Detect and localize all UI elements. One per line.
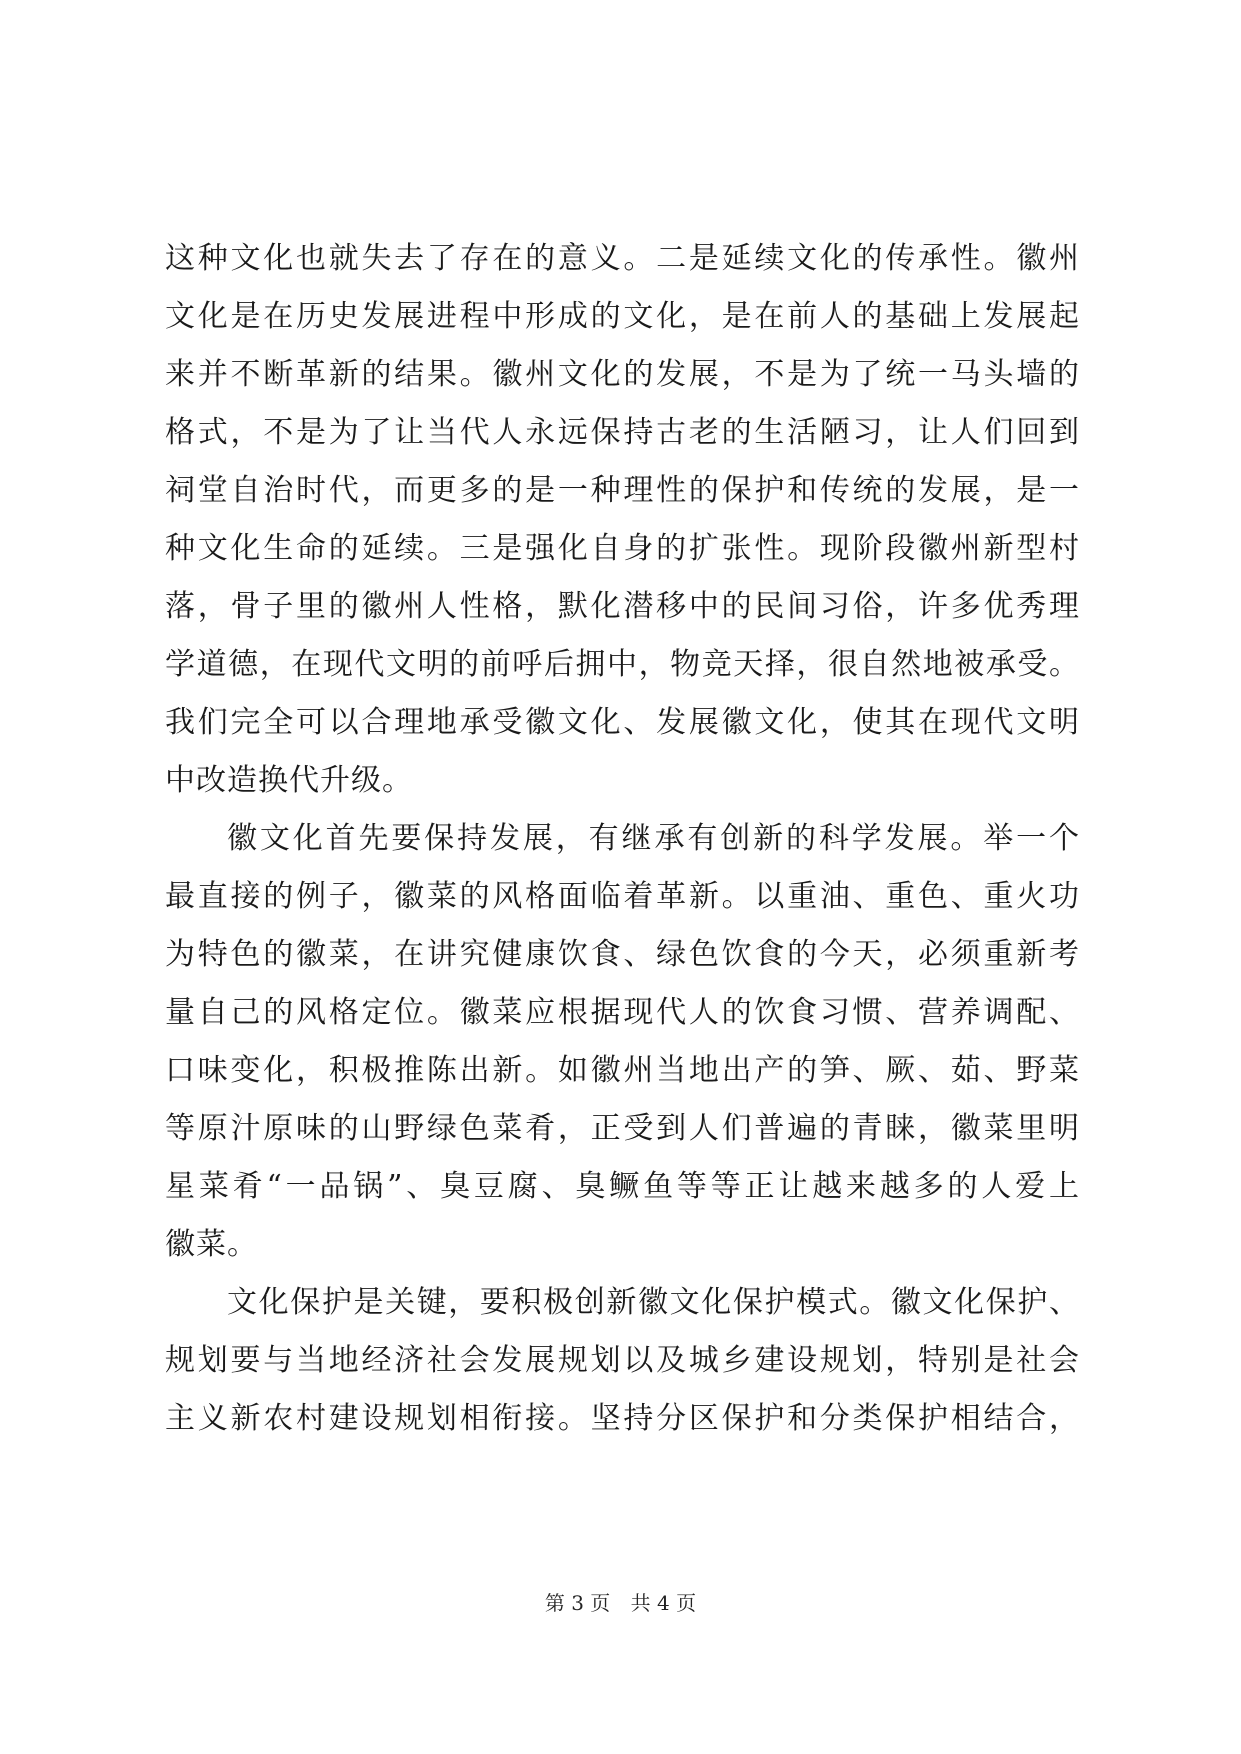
text-line: 这种文化也就失去了存在的意义。二是延续文化的传承性。徽州 — [165, 241, 1080, 276]
text-line: 最直接的例子，徽菜的风格面临着革新。以重油、重色、重火功 — [165, 879, 1080, 914]
paragraph — [165, 1274, 1080, 1448]
text-line: 来并不断革新的结果。徽州文化的发展，不是为了统一马头墙的 — [165, 357, 1080, 392]
text-line: 主义新农村建设规划相衔接。坚持分区保护和分类保护相结合， — [165, 1401, 1080, 1436]
text-line: 祠堂自治时代，而更多的是一种理性的保护和传统的发展，是一 — [165, 473, 1080, 508]
text-line: 文化是在历史发展进程中形成的文化，是在前人的基础上发展起 — [165, 299, 1080, 334]
text-line: 中改造换代升级。 — [165, 763, 413, 798]
text-line: 徽文化首先要保持发展，有继承有创新的科学发展。举一个 — [227, 821, 1080, 856]
text-line: 等原汁原味的山野绿色菜肴，正受到人们普遍的青睐，徽菜里明 — [165, 1111, 1080, 1146]
paragraph — [165, 810, 1080, 1274]
text-line: 我们完全可以合理地承受徽文化、发展徽文化，使其在现代文明 — [165, 705, 1080, 740]
text-line: 文化保护是关键，要积极创新徽文化保护模式。徽文化保护、 — [227, 1285, 1080, 1320]
text-line: 徽菜。 — [165, 1227, 258, 1262]
page-total: 共 4 页 — [630, 1591, 697, 1615]
text-line: 种文化生命的延续。三是强化自身的扩张性。现阶段徽州新型村 — [165, 531, 1080, 566]
body-text — [165, 230, 1080, 1448]
text-line: 口味变化，积极推陈出新。如徽州当地出产的笋、厥、茹、野菜 — [165, 1053, 1080, 1088]
text-line: 星菜肴“一品锅”、臭豆腐、臭鳜鱼等等正让越来越多的人爱上 — [165, 1169, 1080, 1204]
text-line: 格式，不是为了让当代人永远保持古老的生活陋习，让人们回到 — [165, 415, 1080, 450]
text-line: 量自己的风格定位。徽菜应根据现代人的饮食习惯、营养调配、 — [165, 995, 1080, 1030]
paragraph — [165, 230, 1080, 810]
text-line: 为特色的徽菜，在讲究健康饮食、绿色饮食的今天，必须重新考 — [165, 937, 1080, 972]
text-line: 落，骨子里的徽州人性格，默化潜移中的民间习俗，许多优秀理 — [165, 589, 1080, 624]
text-line: 学道德，在现代文明的前呼后拥中，物竞天择，很自然地被承受。 — [165, 647, 1080, 682]
page-footer — [0, 1588, 1241, 1618]
text-line: 规划要与当地经济社会发展规划以及城乡建设规划，特别是社会 — [165, 1343, 1080, 1378]
page-number: 第 3 页 — [544, 1591, 611, 1615]
